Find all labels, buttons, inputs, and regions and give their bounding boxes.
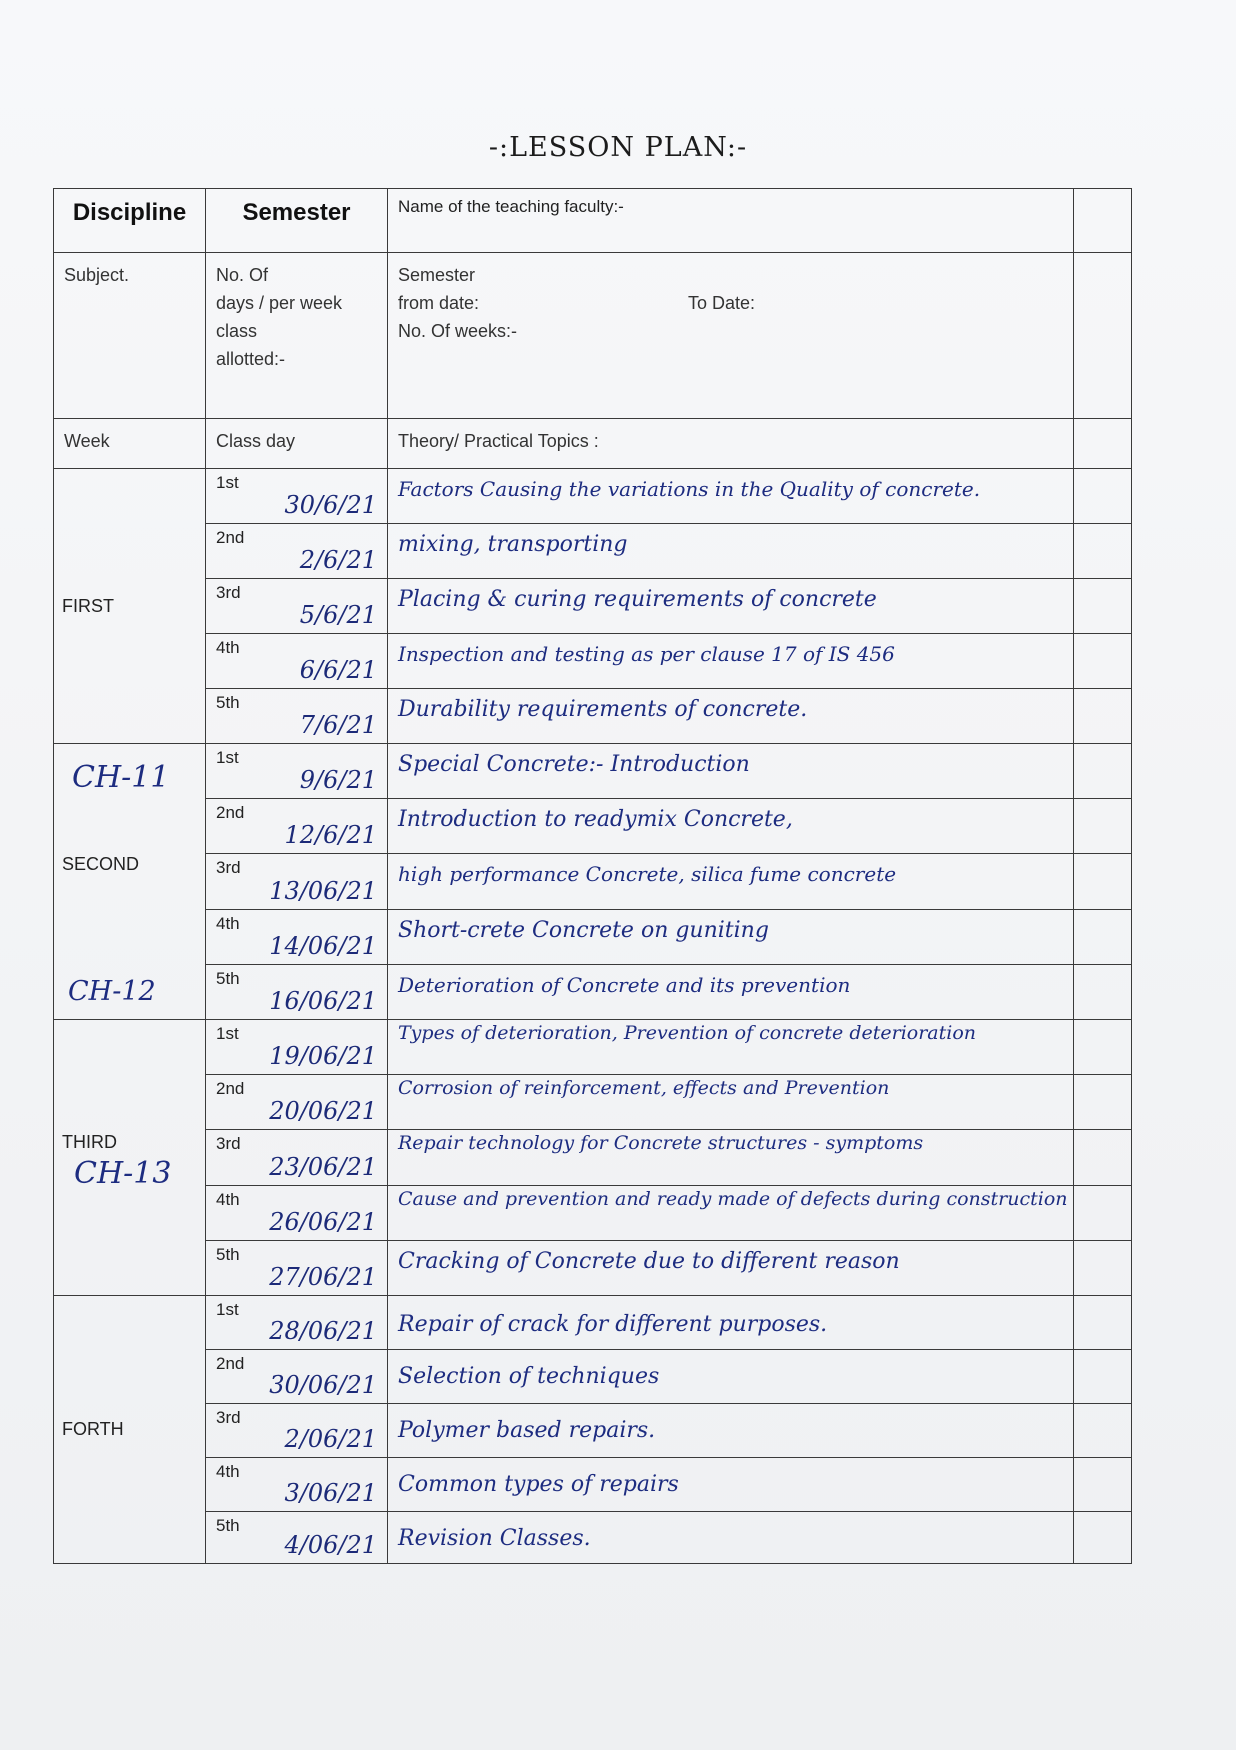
- chapter-label: CH-11: [72, 760, 170, 795]
- class-date: 7/6/21: [299, 711, 377, 739]
- info-row: [54, 253, 1132, 419]
- class-date: 14/06/21: [269, 931, 377, 960]
- columns-row: [54, 419, 1132, 469]
- blank-cell: [1074, 1350, 1132, 1404]
- class-ordinal: 2nd: [216, 803, 245, 823]
- blank-cell: [1074, 1240, 1132, 1295]
- discipline-header: Discipline: [72, 199, 187, 226]
- chapter-label: CH-13: [74, 1156, 172, 1191]
- lesson-plan-table: [53, 188, 1132, 1564]
- class-ordinal: 3rd: [216, 858, 241, 878]
- table-row: [54, 1404, 1132, 1458]
- semester-label: Semester: [398, 265, 476, 285]
- week-name: THIRD: [62, 1132, 117, 1152]
- table-row: [54, 744, 1132, 799]
- table-row: [54, 1296, 1132, 1350]
- header-row: [54, 189, 1132, 253]
- table-row: [54, 1512, 1132, 1564]
- topic-text: Selection of techniques: [398, 1364, 660, 1389]
- class-date: 2/06/21: [284, 1425, 377, 1453]
- table-row: [54, 579, 1132, 634]
- page-title: -:LESSON PLAN:-: [488, 132, 748, 163]
- blank-cell: [1074, 253, 1132, 419]
- topic-text: Types of deterioration, Prevention of concrete deterioration: [398, 1022, 977, 1044]
- class-date: 23/06/21: [269, 1152, 377, 1181]
- class-ordinal: 3rd: [216, 1134, 241, 1154]
- blank-cell: [1074, 1130, 1132, 1185]
- table-row: [54, 1458, 1132, 1512]
- topics-column-header: Theory/ Practical Topics :: [398, 431, 599, 451]
- topic-text: Polymer based repairs.: [398, 1418, 656, 1443]
- week-third-cell: [54, 1020, 206, 1296]
- subject-label: Subject.: [64, 265, 130, 285]
- days-line-3: class: [216, 321, 258, 341]
- topic-text: Short-crete Concrete on guniting: [398, 917, 769, 943]
- class-date: 28/06/21: [269, 1317, 377, 1345]
- blank-cell: [1074, 469, 1132, 524]
- class-ordinal: 2nd: [216, 1079, 245, 1099]
- blank-cell: [1074, 1296, 1132, 1350]
- class-ordinal: 5th: [216, 1244, 240, 1264]
- class-date: 30/06/21: [269, 1371, 377, 1399]
- week-name: FORTH: [62, 1419, 124, 1439]
- week-forth-cell: [54, 1296, 206, 1564]
- topic-text: high performance Concrete, silica fume concrete: [398, 862, 897, 887]
- class-date: 26/06/21: [269, 1207, 377, 1236]
- blank-cell: [1074, 1512, 1132, 1564]
- topic-text: Deterioration of Concrete and its prevention: [398, 972, 851, 997]
- topic-text: Corrosion of reinforcement, effects and Prevention: [398, 1077, 890, 1100]
- class-date: 16/06/21: [269, 987, 377, 1015]
- topic-text: Common types of repairs: [398, 1472, 679, 1497]
- class-date: 30/6/21: [284, 491, 377, 519]
- week-first-cell: [54, 469, 206, 744]
- topic-text: Cracking of Concrete due to different reason: [398, 1248, 900, 1274]
- class-date: 12/6/21: [284, 821, 377, 850]
- blank-cell: [1074, 1020, 1132, 1075]
- class-ordinal: 5th: [216, 1516, 240, 1535]
- table-row: [54, 689, 1132, 744]
- week-third-wrap: [54, 1020, 205, 1295]
- topic-text: Placing & curing requirements of concrete: [398, 587, 877, 612]
- week-second-cell: [54, 744, 206, 1020]
- semester-dates: [388, 253, 1073, 345]
- days-allotted-label: [206, 253, 387, 373]
- class-ordinal: 4th: [216, 1189, 240, 1209]
- class-date: 19/06/21: [269, 1042, 377, 1071]
- class-date: 27/06/21: [269, 1263, 377, 1291]
- to-date-label: To Date:: [688, 293, 756, 313]
- blank-cell: [1074, 579, 1132, 634]
- table-row: [54, 1240, 1132, 1295]
- from-date-label: from date:: [398, 293, 480, 313]
- class-date: 3/06/21: [284, 1479, 377, 1507]
- semester-header: Semester: [242, 199, 351, 226]
- table-row: [54, 964, 1132, 1019]
- topic-text: Inspection and testing as per clause 17 of IS 456: [398, 642, 895, 666]
- topic-text: Factors Causing the variations in the Quality of concrete.: [398, 477, 981, 501]
- blank-cell: [1074, 854, 1132, 909]
- blank-cell: [1074, 1404, 1132, 1458]
- class-date: 9/6/21: [299, 766, 377, 795]
- class-ordinal: 1st: [216, 1024, 239, 1043]
- table-row: [54, 1075, 1132, 1130]
- blank-cell: [1074, 419, 1132, 469]
- blank-cell: [1074, 1075, 1132, 1130]
- class-ordinal: 4th: [216, 638, 240, 657]
- faculty-header: Name of the teaching faculty:-: [398, 197, 624, 216]
- class-ordinal: 1st: [216, 473, 239, 492]
- blank-cell: [1074, 634, 1132, 689]
- class-ordinal: 4th: [216, 1462, 240, 1481]
- table-row: [54, 854, 1132, 909]
- topic-text: Repair technology for Concrete structures - symptoms: [398, 1132, 924, 1155]
- blank-cell: [1074, 189, 1132, 253]
- class-ordinal: 4th: [216, 913, 240, 933]
- days-line-1: No. Of: [216, 265, 269, 285]
- topic-text: mixing, transporting: [398, 532, 628, 557]
- days-line-2: days / per week: [216, 293, 343, 313]
- week-name: FIRST: [62, 595, 114, 616]
- class-day-column-header: Class day: [216, 431, 296, 451]
- topic-text: Repair of crack for different purposes.: [398, 1312, 828, 1337]
- class-ordinal: 1st: [216, 748, 239, 767]
- table-row: [54, 634, 1132, 689]
- table-row: [54, 524, 1132, 579]
- days-line-4: allotted:-: [216, 349, 286, 369]
- topic-text: Special Concrete:- Introduction: [398, 752, 750, 777]
- blank-cell: [1074, 964, 1132, 1019]
- week-name: SECOND: [62, 854, 140, 874]
- chapter-label: CH-12: [68, 976, 156, 1007]
- class-ordinal: 3rd: [216, 1408, 241, 1427]
- weeks-label: No. Of weeks:-: [398, 321, 518, 341]
- class-date: 5/6/21: [299, 601, 377, 629]
- class-date: 20/06/21: [269, 1097, 377, 1126]
- class-date: 13/06/21: [269, 876, 377, 905]
- table-row: [54, 469, 1132, 524]
- week-second-wrap: [54, 744, 205, 1019]
- class-ordinal: 5th: [216, 693, 240, 712]
- blank-cell: [1074, 1458, 1132, 1512]
- class-date: 6/6/21: [299, 656, 377, 684]
- class-ordinal: 2nd: [216, 528, 245, 547]
- class-date: 2/6/21: [299, 546, 377, 574]
- blank-cell: [1074, 689, 1132, 744]
- class-date: 4/06/21: [284, 1531, 377, 1559]
- table-row: [54, 1350, 1132, 1404]
- blank-cell: [1074, 909, 1132, 964]
- class-ordinal: 3rd: [216, 583, 241, 602]
- topic-text: Cause and prevention and ready made of defects during construction: [398, 1187, 1068, 1210]
- class-ordinal: 2nd: [216, 1354, 245, 1373]
- topic-text: Introduction to readymix Concrete,: [398, 807, 793, 833]
- table-row: [54, 1185, 1132, 1240]
- table-row: [54, 799, 1132, 854]
- topic-text: Durability requirements of concrete.: [398, 697, 808, 722]
- table-row: [54, 909, 1132, 964]
- table-row: [54, 1130, 1132, 1185]
- blank-cell: [1074, 524, 1132, 579]
- blank-cell: [1074, 744, 1132, 799]
- blank-cell: [1074, 799, 1132, 854]
- class-ordinal: 1st: [216, 1300, 239, 1319]
- blank-cell: [1074, 1185, 1132, 1240]
- week-column-header: Week: [64, 431, 110, 451]
- table-row: [54, 1020, 1132, 1075]
- class-ordinal: 5th: [216, 968, 240, 988]
- topic-text: Revision Classes.: [398, 1526, 591, 1551]
